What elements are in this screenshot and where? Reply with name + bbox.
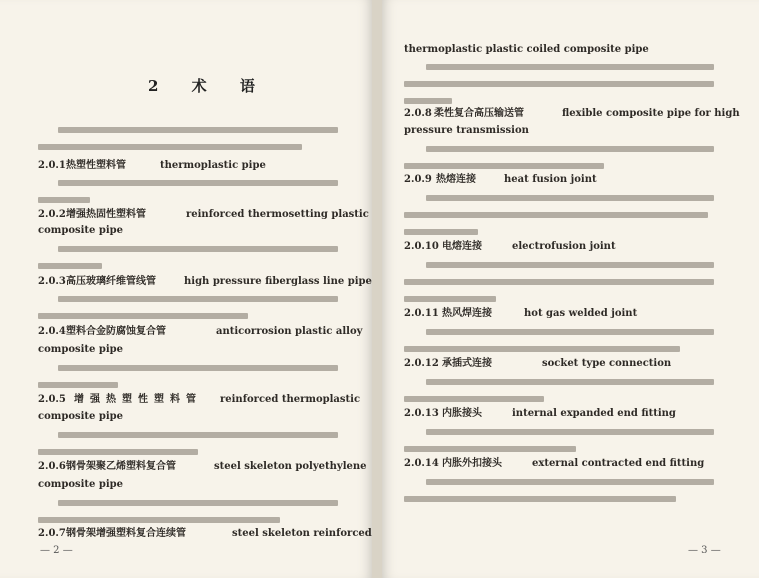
entry-term-en: heat fusion joint [504, 174, 597, 185]
entry-number: 2.0.8 [404, 108, 432, 119]
entry-term-en: steel skeleton polyethylene [214, 461, 367, 472]
entry-number: 2.0.14 [404, 458, 439, 469]
entry-number: 2.0.9 [404, 174, 432, 185]
entry-term-cn: 热熔连接 [436, 174, 476, 185]
illegible-text [426, 195, 714, 201]
illegible-text [404, 229, 478, 235]
entry-number: 2.0.13 [404, 408, 439, 419]
illegible-text [404, 81, 714, 87]
illegible-text [426, 479, 714, 485]
illegible-text [404, 98, 452, 104]
entry-number: 2.0.3 [38, 276, 66, 287]
illegible-text [38, 449, 198, 455]
entry-number: 2.0.12 [404, 358, 439, 369]
illegible-text [58, 127, 338, 133]
entry-term-cn: 柔性复合高压输送管 [434, 108, 524, 119]
entry-term-en: anticorrosion plastic alloy [216, 326, 363, 337]
page-number: — 3 — [688, 545, 721, 556]
illegible-text [58, 432, 338, 438]
illegible-text [404, 296, 496, 302]
illegible-text [404, 212, 708, 218]
illegible-text [426, 329, 714, 335]
entry-term-en-cont: composite pipe [38, 411, 124, 422]
entry-term-cn: 内胀接头 [442, 408, 482, 419]
entry-term-en: flexible composite pipe for high [562, 108, 740, 119]
illegible-text [404, 396, 544, 402]
illegible-text [38, 263, 102, 269]
entry-term-cn: 热塑性塑料管 [66, 160, 126, 171]
entry-term-en: external contracted end fitting [532, 458, 705, 469]
entry-number: 2.0.1 [38, 160, 66, 171]
entry-term-en-cont: pressure transmission [404, 125, 529, 136]
entry-number: 2.0.6 [38, 461, 66, 472]
entry-number: 2.0.2 [38, 209, 66, 220]
illegible-text [404, 163, 604, 169]
page-number: — 2 — [40, 545, 73, 556]
left-page [0, 0, 372, 578]
entry-term-cn: 增强热塑性塑料管 [74, 394, 202, 405]
entry-term-cn: 电熔连接 [442, 241, 482, 252]
illegible-text [426, 146, 714, 152]
illegible-text [404, 346, 680, 352]
entry-term-en: steel skeleton reinforced [232, 528, 372, 539]
entry-term-en: internal expanded end fitting [512, 408, 676, 419]
entry-number: 2.0.4 [38, 326, 66, 337]
illegible-text [38, 144, 302, 150]
entry-term-en: high pressure fiberglass line pipe [184, 276, 372, 287]
entry-term-en-cont: composite pipe [38, 479, 124, 490]
entry-term-en-cont: composite pipe [38, 344, 124, 355]
illegible-text [426, 64, 714, 70]
entry-term-en: electrofusion joint [512, 241, 616, 252]
entry-term-en: thermoplastic pipe [160, 160, 266, 171]
illegible-text [58, 180, 338, 186]
entry-term-cn: 内胀外扣接头 [442, 458, 502, 469]
illegible-text [58, 296, 338, 302]
illegible-text [58, 246, 338, 252]
illegible-text [426, 262, 714, 268]
entry-number: 2.0.5 [38, 394, 66, 405]
continued-term-en: thermoplastic plastic coiled composite pipe [404, 44, 649, 55]
book-gutter [372, 0, 382, 578]
entry-term-en: reinforced thermosetting plastic [186, 209, 369, 220]
entry-term-cn: 塑料合金防腐蚀复合管 [66, 326, 166, 337]
entry-term-cn: 钢骨架增强塑料复合连续管 [66, 528, 186, 539]
entry-term-cn: 钢骨架聚乙烯塑料复合管 [66, 461, 176, 472]
illegible-text [38, 382, 118, 388]
entry-term-cn: 高压玻璃纤维管线管 [66, 276, 156, 287]
illegible-text [38, 197, 90, 203]
entry-number: 2.0.11 [404, 308, 439, 319]
illegible-text [58, 500, 338, 506]
illegible-text [38, 313, 248, 319]
illegible-text [58, 365, 338, 371]
illegible-text [404, 496, 676, 502]
entry-term-en: socket type connection [542, 358, 672, 369]
right-page [382, 0, 759, 578]
illegible-text [426, 429, 714, 435]
entry-term-cn: 承插式连接 [442, 358, 492, 369]
entry-term-cn: 增强热固性塑料管 [66, 209, 146, 220]
chapter-title: 2 术 语 [148, 77, 269, 95]
entry-term-cn: 热风焊连接 [442, 308, 492, 319]
illegible-text [404, 279, 714, 285]
entry-term-en: reinforced thermoplastic [220, 394, 361, 405]
illegible-text [38, 517, 280, 523]
entry-term-en: hot gas welded joint [524, 308, 638, 319]
illegible-text [404, 446, 576, 452]
illegible-text [426, 379, 714, 385]
entry-number: 2.0.7 [38, 528, 66, 539]
entry-term-en-cont: composite pipe [38, 225, 124, 236]
entry-number: 2.0.10 [404, 241, 439, 252]
